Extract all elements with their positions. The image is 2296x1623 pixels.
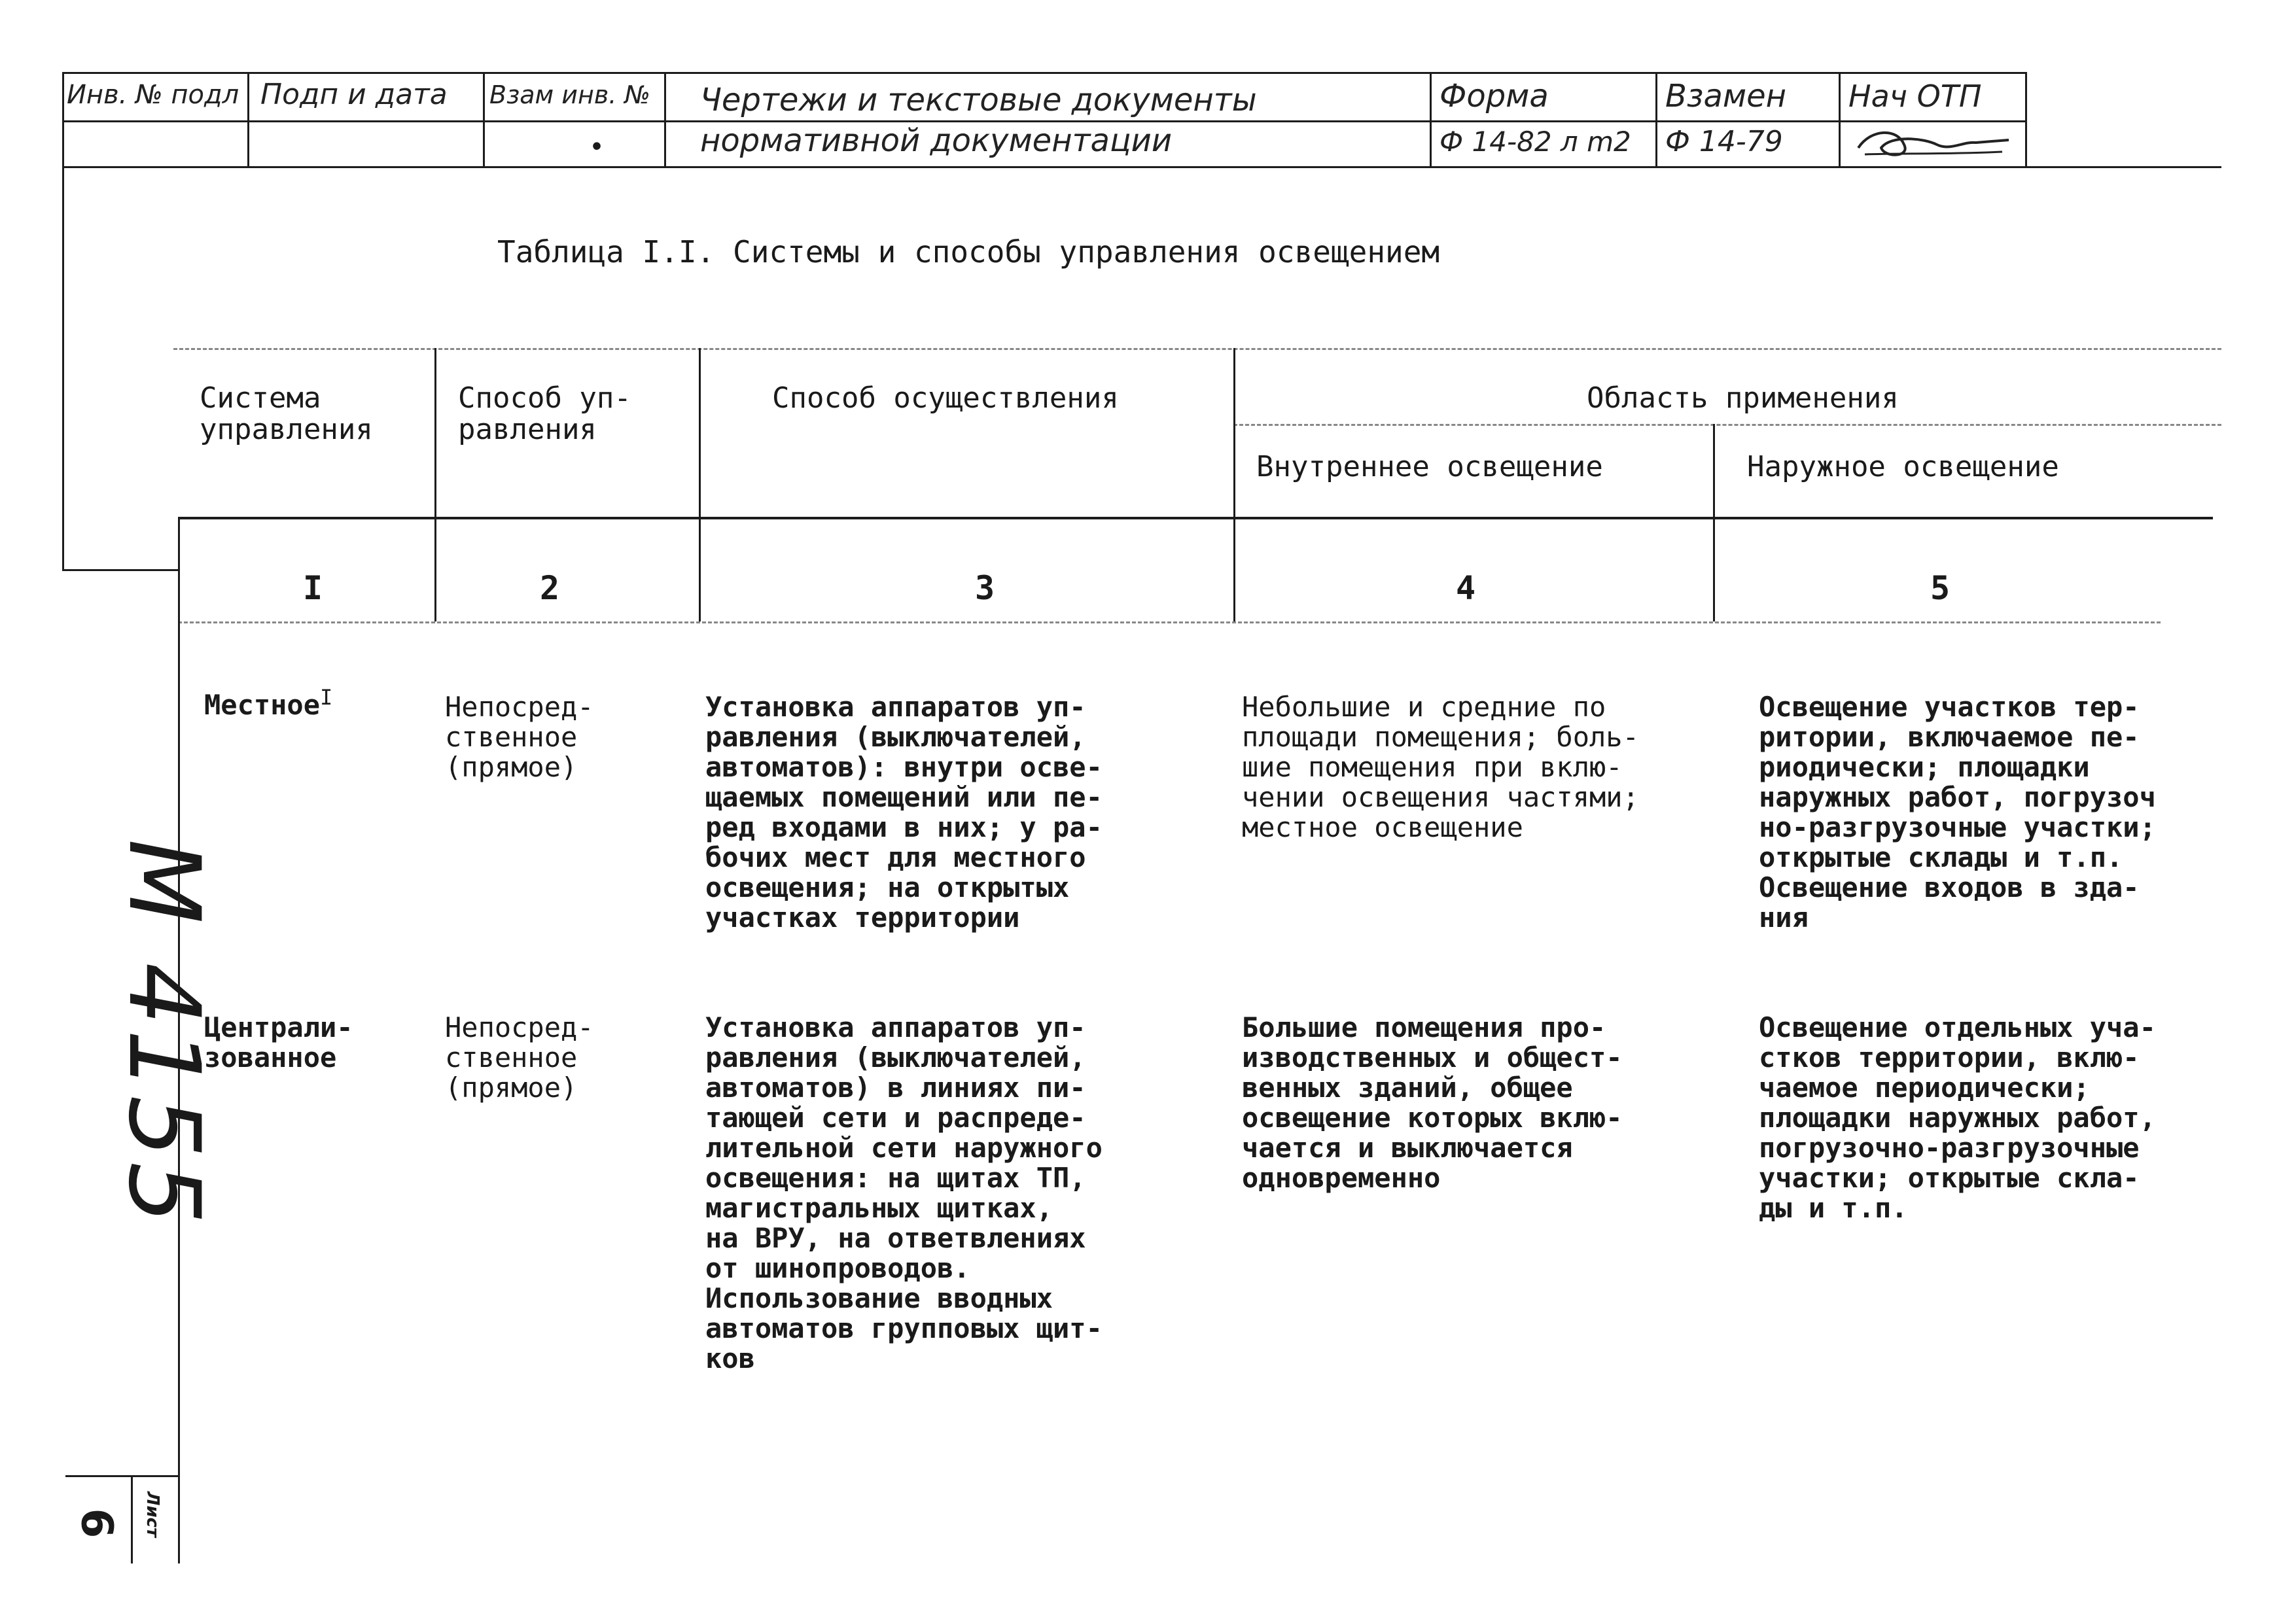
row1-system-text: Местное xyxy=(204,689,321,721)
row2-outdoor: Освещение отдельных уча- стков территории, вклю- чаемое периодически; площадки наружных работ, погрузочно-разгрузочные участки; открытые скла- ды и т.п. xyxy=(1759,1011,2156,1224)
column-number: 4 xyxy=(1455,569,1476,607)
stamp-divider xyxy=(2025,72,2027,166)
stamp-doc-line1: Чертежи и текстовые документы xyxy=(700,82,1257,118)
table-top-rule xyxy=(173,348,2221,350)
row2-method: Непосред- ственное (прямое) xyxy=(445,1011,594,1104)
sheet-label: Лист xyxy=(143,1491,163,1538)
stamp-divider xyxy=(247,72,249,166)
row2-system: Централи- зованное xyxy=(204,1011,353,1073)
margin-top-rule xyxy=(62,569,180,571)
stamp-divider xyxy=(1839,72,1841,166)
header-system: Система управления xyxy=(200,381,373,446)
row1-indoor: Небольшие и средние по площади помещения; боль- шие помещения при вклю- чении освещения частями; местное освещение xyxy=(1242,691,1639,843)
column-number: 2 xyxy=(539,569,560,607)
stamp-replaced-label: Взамен xyxy=(1665,78,1786,114)
header-indoor: Внутреннее освещение xyxy=(1256,450,1603,483)
column-number: 5 xyxy=(1930,569,1951,607)
stamp-form-value: Ф 14-82 л m2 xyxy=(1439,126,1631,158)
numbers-bottom-rule xyxy=(178,621,2161,623)
stamp-bottom-border xyxy=(62,166,2221,168)
row1-implementation: Установка аппаратов уп- равления (выключателей, автоматов): внутри осве- щаемых помещений или пе- ред входами в них; у ра- бочих мест для местного освещения; на открытых участках территории xyxy=(705,691,1103,934)
stamp-replace-inv-label: Взам инв. № xyxy=(489,80,650,109)
signature xyxy=(1845,122,2022,165)
row1-method: Непосред- ственное (прямое) xyxy=(445,691,594,783)
header-application-area: Область применения xyxy=(1587,381,1899,415)
stamp-divider xyxy=(483,72,485,166)
column-number: 3 xyxy=(974,569,995,607)
header-method: Способ уп- равления xyxy=(458,381,631,446)
row1-system xyxy=(204,685,333,721)
header-bottom-rule xyxy=(178,517,2213,519)
document-code: М 4155 xyxy=(107,839,221,1229)
stamp-doc-line2: нормативной документации xyxy=(700,122,1173,159)
margin-sheet-rule xyxy=(65,1475,180,1477)
table-title: Таблица I.I. Системы и способы управления освещением xyxy=(497,234,1440,270)
col-divider xyxy=(434,348,436,621)
stamp-dot: • xyxy=(589,132,605,162)
col-divider xyxy=(699,348,701,621)
stamp-divider xyxy=(664,72,666,166)
stamp-divider xyxy=(1430,72,1432,166)
row2-implementation: Установка аппаратов уп- равления (выключателей, автоматов) в линиях пи- тающей сети и распреде- лительной сети наружного освещения: на щитах ТП, магистральных щитках, на ВРУ, на ответвлениях от шинопроводов. Использование вводных автоматов групповых щит- ков xyxy=(705,1011,1103,1374)
col-divider xyxy=(1713,424,1715,621)
stamp-head-label: Нач ОТП xyxy=(1848,79,1982,114)
area-header-rule xyxy=(1233,424,2221,426)
stamp-divider xyxy=(1655,72,1657,166)
sheet-number: 6 xyxy=(71,1508,122,1539)
header-implementation: Способ осуществления xyxy=(772,381,1119,415)
row1-footnote-mark: I xyxy=(320,685,333,710)
stamp-replaced-value: Ф 14-79 xyxy=(1665,125,1783,158)
stamp-left-border xyxy=(62,72,64,569)
row2-indoor: Большие помещения про- изводственных и общест- венных зданий, общее освещение которых вклю- чается и выключается одновременно xyxy=(1242,1011,1623,1194)
stamp-top-border xyxy=(62,72,2025,74)
header-outdoor: Наружное освещение xyxy=(1747,450,2059,483)
column-number: I xyxy=(302,569,323,607)
stamp-inv-no-label: Инв. № подл xyxy=(67,80,239,110)
stamp-sign-date-label: Подп и дата xyxy=(260,78,448,111)
stamp-form-label: Форма xyxy=(1439,78,1549,114)
col-divider xyxy=(1233,348,1235,621)
row1-outdoor: Освещение участков тер- ритории, включаемое пе- риодически; площадки наружных работ, погрузоч но-разгрузочные участки; открытые склады и т.п. Освещение входов в зда- ния xyxy=(1759,691,2156,934)
